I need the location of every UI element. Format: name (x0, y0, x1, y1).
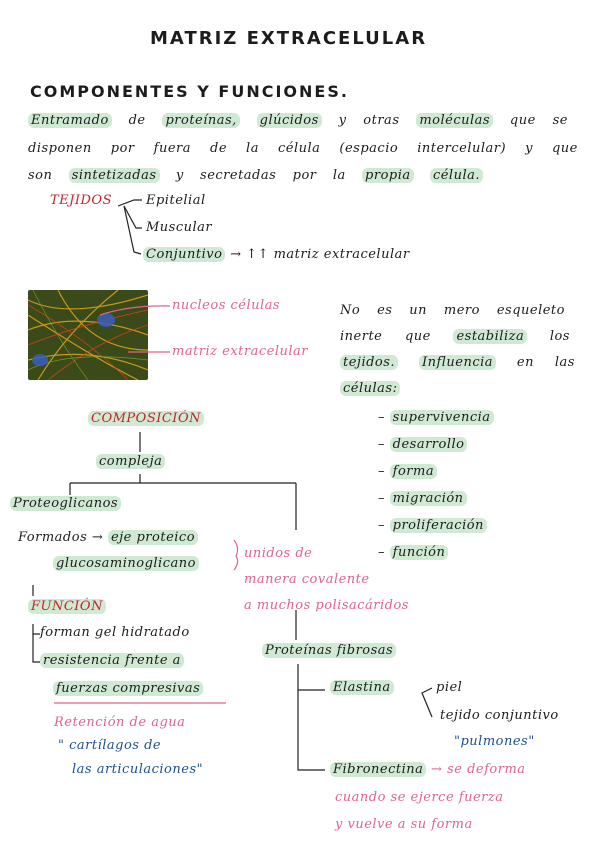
fibrosas-line (298, 664, 325, 690)
cartilagos-line-2: las articulaciones" (72, 762, 204, 777)
compleja-label: compleja (96, 454, 165, 469)
unidos-line-3: a muchos polisacáridos (244, 598, 409, 613)
section-heading: COMPONENTES Y FUNCIONES. (30, 82, 349, 101)
fibrosas-line (298, 690, 325, 770)
tejido-muscular: Muscular (146, 220, 213, 235)
unidos-line-2: manera covalente (244, 572, 370, 587)
funcion-item-3: fuerzas compresivas (53, 681, 203, 696)
pulmones-label: "pulmones" (454, 734, 535, 749)
funcion-item-1: forman gel hidratado (40, 625, 190, 640)
label-matriz: matriz extracelular (172, 344, 308, 359)
piel-label: piel (436, 680, 463, 695)
gag-label: glucosaminoglicano (53, 556, 199, 571)
retencion-agua: Retención de agua (54, 715, 186, 730)
pointer-nucleos (100, 306, 170, 315)
page-title: MATRIZ EXTRACELULAR (150, 28, 428, 49)
deforma-line-2: cuando se ejerce fuerza (335, 790, 504, 805)
tejidos-label: TEJIDOS (50, 193, 112, 208)
funcion-heading: FUNCIÓN (28, 599, 106, 614)
elastina-label: Elastina (330, 680, 394, 695)
tejido-conjuntivo: Conjuntivo → ↑↑ matriz extracelular (143, 247, 410, 262)
gag-brace (234, 540, 238, 570)
influence-line-1: No es un mero esqueleto (340, 303, 565, 318)
composicion-heading: COMPOSICIÓN (88, 411, 204, 426)
tejido-epitelial: Epitelial (146, 193, 206, 208)
influence-item: – migración (378, 491, 467, 506)
tejidos-branch-line (118, 200, 142, 206)
influence-line-2: inerte que estabiliza los (340, 329, 570, 344)
formados-line: Formados → eje proteico (18, 530, 198, 545)
tejidos-branch-line (124, 206, 141, 254)
influence-line-3: tejidos. Influencia en las (340, 355, 575, 370)
proteoglicanos-label: Proteoglicanos (10, 496, 121, 511)
influence-item: – supervivencia (378, 410, 494, 425)
proteinas-fibrosas-label: Proteínas fibrosas (262, 643, 396, 658)
influence-item: – función (378, 545, 448, 560)
unidos-line-1: unidos de (244, 546, 313, 561)
influence-item: – desarrollo (378, 437, 467, 452)
funcion-line (33, 634, 40, 662)
intro-line-1: Entramado de proteínas, glúcidos y otras moléculas que se (28, 113, 568, 128)
influence-line-4: células: (340, 381, 400, 396)
tejido-conjuntivo-label: tejido conjuntivo (440, 708, 559, 723)
cartilagos-line-1: " cartílagos de (58, 738, 162, 753)
influence-item: – proliferación (378, 518, 487, 533)
elastina-bracket (422, 688, 432, 717)
funcion-item-2: resistencia frente a (40, 653, 184, 668)
intro-line-3: son sintetizadas y secretadas por la propia célula. (28, 168, 483, 183)
funcion-line (33, 624, 40, 634)
intro-line-2: disponen por fuera de la célula (espacio intercelular) y que (28, 141, 578, 156)
label-nucleos: nucleos células (172, 298, 281, 313)
influence-item: – forma (378, 464, 437, 479)
fibronectina-line: Fibronectina → se deforma (330, 762, 526, 777)
deforma-line-3: y vuelve a su forma (335, 817, 473, 832)
